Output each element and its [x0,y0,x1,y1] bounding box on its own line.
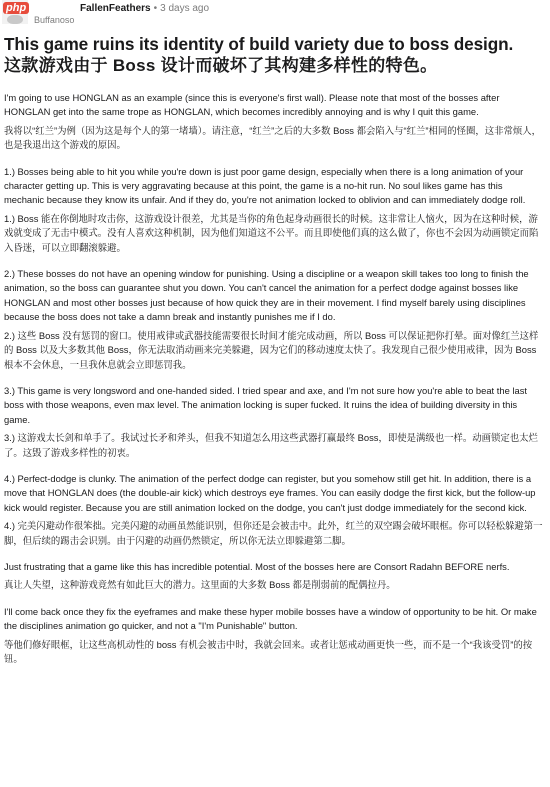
php-watermark-badge: php [3,2,29,14]
paragraph-intro-english: I'm going to use HONGLAN as an example (since this is everyone's first wall). Please note that most of the bosses after HONGLAN get into the same trope as HONGLAN, which becomes incredibly annoying and is why I quit this game. [4,92,500,118]
paragraph-point-2-english: 2.) These bosses do not have an opening window for punishing. Using a discipline or a weapon skill takes too long to finish the animation, so the boss can guarantee shut you down. You can't cancel the animation for a perfect dodge against bosses like HONGLAN and most other bosses just because of how quick they are in their movement. I find myself barely using disciplines because the boss does not take a damn break and instantly punishes me if I do. [4,268,529,323]
author-name[interactable]: FallenFeathers [80,3,151,14]
paragraph-intro-chinese: 我将以“红兰”为例（因为这是每个人的第一堵墙）。请注意，“红兰”之后的大多数 Boss 都会陷入与“红兰”相同的怪圈，这非常烦人，也是我退出这个游戏的原因。 [4,124,541,151]
paragraph-point-2-chinese: 2.) 这些 Boss 没有惩罚的窗口。使用戒律或武器技能需要很长时间才能完成动画，所以 Boss 可以保证把你打晕。面对像红兰这样的 Boss 以及大多数其他 Boss，你无法取消动画来完美躲避，因为它们的移动速度太快了。我发现自己很少使用戒律，因为 Boss 根本不会休息，一旦我休息就会立即惩罚我。 [4,329,539,370]
post-header [0,0,550,28]
paragraph-point-4-english: 4.) Perfect-dodge is clunky. The animation of the perfect dodge can register, but you somehow still get hit. In addition, there is a move that HONGLAN does (the double-air kick) which destroys eye frames. You can easily dodge the first kick, but the follow-up kick would register. Because you are still animation locked on the dodge, you can't just dodge immediately for the second kick. [4,472,536,513]
paragraph-closing-english: I'll come back once they fix the eyeframes and make these hyper mobile bosses have a window of opportunity to be hit. Or make the disciplines animation go quicker, and not a "I'm Punishable" button. [4,605,537,632]
meta-separator: • [153,3,158,14]
paragraph-frustration-chinese: 真让人失望，这种游戏竟然有如此巨大的潜力。这里面的大多数 Boss 都是削弱前的配偶拉丹。 [4,579,396,591]
paragraph-point-3-chinese: 3.) 这游戏太长剑和单手了。我试过长矛和斧头，但我不知道怎么用这些武器打赢最终 Boss，即使是满级也一样。动画锁定也太烂了。这毁了游戏多样性的初衷。 [4,432,538,458]
post-author-line [80,3,209,14]
post-title-english: This game ruins its identity of build variety due to boss design. [4,34,514,54]
paragraph-point-4-chinese: 4.) 完美闪避动作很笨拙。完美闪避的动画虽然能识别，但你还是会被击中。此外，红兰的双空踢会破坏眼框。你可以轻松躲避第一脚，但后续的踢击会识别。由于闪避的动画仍然锁定，所以你无法立即躲避第二脚。 [4,520,543,546]
post-title-chinese: 这款游戏由于 Boss 设计而破坏了其构建多样性的特色。 [4,56,438,75]
user-flair: Buffanoso [34,15,75,25]
paragraph-frustration-english: Just frustrating that a game like this has incredible potential. Most of the bosses here are Consort Radahn BEFORE nerfs. [4,560,510,572]
post-content [4,34,544,678]
paragraph-point-1-english: 1.) Bosses being able to hit you while you're down is just poor game design, especially when there is a long animation of your character getting up. This is very aggravating because at this point, the game is a no-hit run. No soul likes game has this mechanic because they know its unfair. And if they do, you're not animation locked to oblivion and can immediately dodge roll. [4,165,526,206]
paragraph-point-1-chinese: 1.) Boss 能在你倒地时攻击你，这游戏设计很差，尤其是当你的角色起身动画很长的时候。这非常让人恼火，因为在这种时候，游戏就变成了无击中模式。没有人喜欢这种机制，因为他们知道这不公平。而且即使他们真的这么做了，你也不会因为动画锁定而陷入昏迷，可以立即翻滚躲避。 [4,212,539,253]
paragraph-point-3-english: 3.) This game is very longsword and one-handed sided. I tried spear and axe, and I'm not sure how you're able to beat the last boss with those weapons, even max level. The animation locking is super fucked. It ruins the idea of building diversity in this game. [4,384,527,425]
paragraph-closing-chinese: 等他们修好眼框，让这些高机动性的 boss 有机会被击中时，我就会回来。或者让惩戒动画更快一些，而不是一个“我该受罚”的按钮。 [4,638,533,664]
post-time: 3 days ago [160,3,210,14]
